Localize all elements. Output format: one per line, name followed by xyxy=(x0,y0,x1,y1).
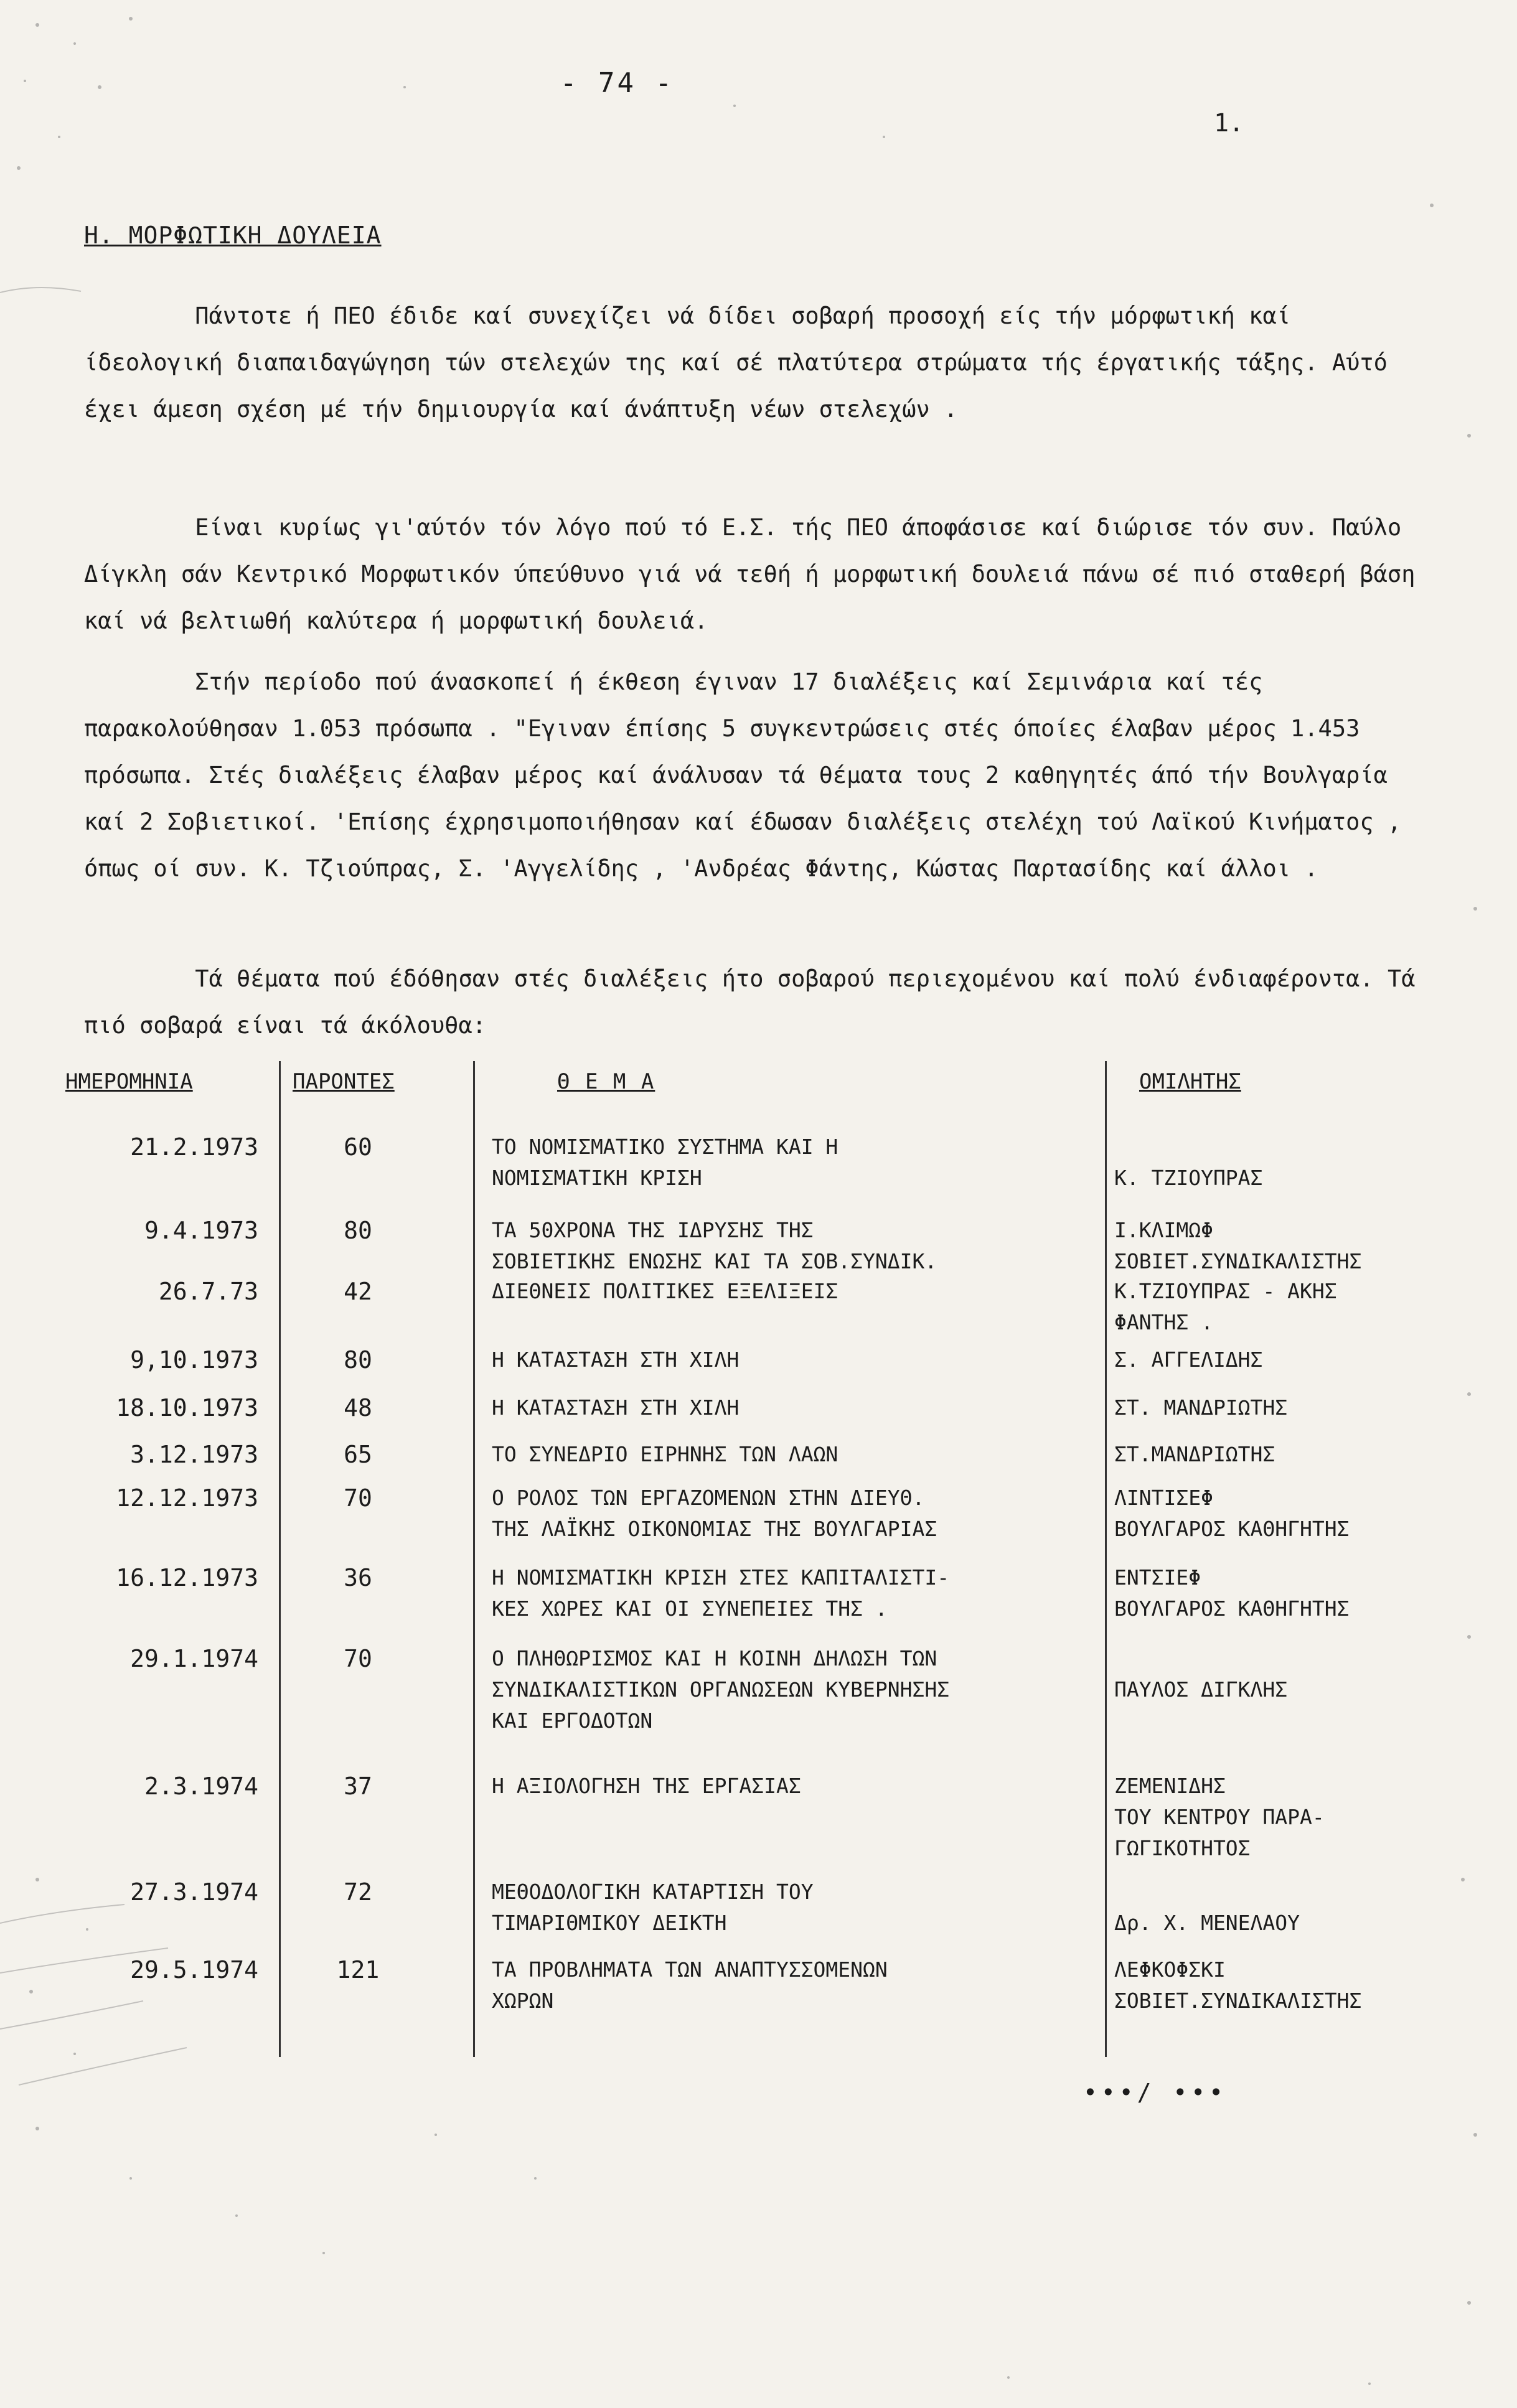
row-topic: ΤΑ ΠΡΟΒΛΗΜΑΤΑ ΤΩΝ ΑΝΑΠΤΥΣΣΟΜΕΝΩΝ ΧΩΡΩΝ xyxy=(492,1957,888,2013)
row-speaker: ΣΤ.ΜΑΝΔΡΙΩΤΗΣ xyxy=(1114,1442,1275,1466)
header-attendees: ΠΑΡΟΝΤΕΣ xyxy=(293,1069,395,1094)
row-speaker: Δρ. Χ. ΜΕΝΕΛΑΟΥ xyxy=(1114,1911,1300,1935)
row-speaker: ΖΕΜΕΝΙΔΗΣ ΤΟΥ ΚΕΝΤΡΟΥ ΠΑΡΑ- ΓΩΓΙΚΟΤΗΤΟΣ xyxy=(1114,1774,1325,1860)
row-attendees: 37 xyxy=(344,1773,372,1800)
header-topic: Θ Ε Μ Α xyxy=(557,1069,655,1094)
row-speaker: ΣΤ. ΜΑΝΔΡΙΩΤΗΣ xyxy=(1114,1395,1288,1420)
row-date: 16.12.1973 xyxy=(116,1564,258,1591)
row-speaker: Ι.ΚΛΙΜΩΦ ΣΟΒΙΕΤ.ΣΥΝΔΙΚΑΛΙΣΤΗΣ xyxy=(1114,1218,1362,1273)
row-date: 18.10.1973 xyxy=(116,1394,258,1422)
row-date: 29.5.1974 xyxy=(130,1956,258,1984)
row-attendees: 80 xyxy=(344,1217,372,1244)
row-date: 2.3.1974 xyxy=(144,1773,258,1800)
row-topic: ΜΕΘΟΔΟΛΟΓΙΚΗ ΚΑΤΑΡΤΙΣΗ ΤΟΥ ΤΙΜΑΡΙΘΜΙΚΟΥ ΔΕΙΚΤΗ xyxy=(492,1880,814,1935)
row-topic: Η ΚΑΤΑΣΤΑΣΗ ΣΤΗ ΧΙΛΗ xyxy=(492,1395,740,1420)
row-speaker: Κ.ΤΖΙΟΥΠΡΑΣ - ΑΚΗΣ ΦΑΝΤΗΣ . xyxy=(1114,1279,1337,1334)
row-topic: Η ΑΞΙΟΛΟΓΗΣΗ ΤΗΣ ΕΡΓΑΣΙΑΣ xyxy=(492,1774,801,1798)
row-date: 9,10.1973 xyxy=(130,1346,258,1374)
paragraph-4: Τά θέματα πού έδόθησαν στές διαλέξεις ήτο σοβαρού περιεχομένου καί πολύ ένδιαφέροντα. Τά πιό σοβαρά είναι τά άκόλουθα: xyxy=(84,965,1429,1039)
paragraph-3: Στήν περίοδο πού άνασκοπεί ή έκθεση έγιναν 17 διαλέξεις καί Σεμινάρια καί τές παρακολούθησαν 1.053 πρόσωπα . "Εγιναν έπίσης 5 συγκεντρώσεις στές όποίες έλαβαν μέρος 1.453 πρόσωπα. Στές διαλέξεις έλαβαν μέρος καί άνάλυσαν τά θέματα τους 2 καθηγητές άπό τήν Βουλγαρία καί 2 Σοβιετικοί. 'Επίσης έχρησιμοποιήθησαν καί έδωσαν διαλέξεις στελέχη τού Λαϊκού Κινήματος , όπως οί συν. Κ. Τζιούπρας, Σ. 'Αγγελίδης , 'Ανδρέας Φάντης, Κώστας Παρτασίδης καί άλλοι . xyxy=(84,668,1416,882)
row-date: 27.3.1974 xyxy=(130,1878,258,1906)
row-date: 21.2.1973 xyxy=(130,1133,258,1161)
column-divider xyxy=(473,1061,475,2057)
row-topic: ΤΑ 50ΧΡΟΝΑ ΤΗΣ ΙΔΡΥΣΗΣ ΤΗΣ ΣΟΒΙΕΤΙΚΗΣ ΕΝΩΣΗΣ ΚΑΙ ΤΑ ΣΟΒ.ΣΥΝΔΙΚ. xyxy=(492,1218,937,1273)
row-attendees: 72 xyxy=(344,1878,372,1906)
row-attendees: 65 xyxy=(344,1441,372,1468)
row-speaker: Σ. ΑΓΓΕΛΙΔΗΣ xyxy=(1114,1347,1263,1372)
row-attendees: 121 xyxy=(336,1956,380,1984)
row-date: 26.7.73 xyxy=(158,1278,258,1305)
header-date: ΗΜΕΡΟΜΗΝΙΑ xyxy=(65,1069,193,1094)
row-date: 3.12.1973 xyxy=(130,1441,258,1468)
row-topic: Η ΚΑΤΑΣΤΑΣΗ ΣΤΗ ΧΙΛΗ xyxy=(492,1347,740,1372)
paragraph-1: Πάντοτε ή ΠΕΟ έδιδε καί συνεχίζει νά δίδει σοβαρή προσοχή είς τήν μόρφωτική καί ίδεολογική διαπαιδαγώγηση τών στελεχών της καί σέ πλατύτερα στρώματα τής έργατικής τάξης. Αύτό έχει άμεση σχέση μέ τήν δημιουργία καί άνάπτυξη νέων στελεχών . xyxy=(84,302,1402,423)
row-topic: Η ΝΟΜΙΣΜΑΤΙΚΗ ΚΡΙΣΗ ΣΤΕΣ ΚΑΠΙΤΑΛΙΣΤΙ- ΚΕΣ ΧΩΡΕΣ ΚΑΙ ΟΙ ΣΥΝΕΠΕΙΕΣ ΤΗΣ . xyxy=(492,1565,950,1621)
row-topic: ΤΟ ΣΥΝΕΔΡΙΟ ΕΙΡΗΝΗΣ ΤΩΝ ΛΑΩΝ xyxy=(492,1442,838,1466)
header-speaker: ΟΜΙΛΗΤΗΣ xyxy=(1139,1069,1241,1094)
row-attendees: 80 xyxy=(344,1346,372,1374)
paragraph-2: Είναι κυρίως γι'αύτόν τόν λόγο πού τό Ε.Σ. τής ΠΕΟ άποφάσισε καί διώρισε τόν συν. Παύλο Δίγκλη σάν Κεντρικό Μορφωτικόν ύπεύθυνο γιά νά τεθή ή μορφωτική δουλειά πάνω σέ πιό σταθερή βάση καί νά βελτιωθή καλύτερα ή μορφωτική δουλειά. xyxy=(84,514,1429,634)
row-attendees: 70 xyxy=(344,1484,372,1512)
row-attendees: 60 xyxy=(344,1133,372,1161)
row-attendees: 42 xyxy=(344,1278,372,1305)
row-topic: ΔΙΕΘΝΕΙΣ ΠΟΛΙΤΙΚΕΣ ΕΞΕΛΙΞΕΙΣ xyxy=(492,1279,838,1303)
row-date: 9.4.1973 xyxy=(144,1217,258,1244)
row-date: 12.12.1973 xyxy=(116,1484,258,1512)
row-topic: ΤΟ ΝΟΜΙΣΜΑΤΙΚΟ ΣΥΣΤΗΜΑ ΚΑΙ Η ΝΟΜΙΣΜΑΤΙΚΗ ΚΡΙΣΗ xyxy=(492,1135,838,1190)
column-divider xyxy=(279,1061,281,2057)
row-speaker: Κ. ΤΖΙΟΥΠΡΑΣ xyxy=(1114,1166,1263,1190)
row-speaker: ΛΙΝΤΙΣΕΦ ΒΟΥΛΓΑΡΟΣ ΚΑΘΗΓΗΤΗΣ xyxy=(1114,1486,1350,1541)
row-speaker: ΛΕΦΚΟΦΣΚΙ ΣΟΒΙΕΤ.ΣΥΝΔΙΚΑΛΙΣΤΗΣ xyxy=(1114,1957,1362,2013)
section-title: Η. ΜΟΡΦΩΤΙΚΗ ΔΟΥΛΕΙΑ xyxy=(84,222,382,249)
row-attendees: 48 xyxy=(344,1394,372,1422)
sheet-number: 1. xyxy=(1214,109,1244,138)
row-speaker: ΠΑΥΛΟΣ ΔΙΓΚΛΗΣ xyxy=(1114,1677,1288,1702)
row-attendees: 36 xyxy=(344,1564,372,1591)
page-number: - 74 - xyxy=(560,67,674,99)
row-speaker: ΕΝΤΣΙΕΦ ΒΟΥΛΓΑΡΟΣ ΚΑΘΗΓΗΤΗΣ xyxy=(1114,1565,1350,1621)
row-date: 29.1.1974 xyxy=(130,1645,258,1672)
continuation-marker: •••/ ••• xyxy=(1083,2079,1228,2106)
row-topic: Ο ΠΛΗΘΩΡΙΣΜΟΣ ΚΑΙ Η ΚΟΙΝΗ ΔΗΛΩΣΗ ΤΩΝ ΣΥΝΔΙΚΑΛΙΣΤΙΚΩΝ ΟΡΓΑΝΩΣΕΩΝ ΚΥΒΕΡΝΗΣΗΣ ΚΑΙ ΕΡΓΟΔΟΤΩΝ xyxy=(492,1646,950,1733)
row-topic: Ο ΡΟΛΟΣ ΤΩΝ ΕΡΓΑΖΟΜΕΝΩΝ ΣΤΗΝ ΔΙΕΥΘ. ΤΗΣ ΛΑΪΚΗΣ ΟΙΚΟΝΟΜΙΑΣ ΤΗΣ ΒΟΥΛΓΑΡΙΑΣ xyxy=(492,1486,937,1541)
row-attendees: 70 xyxy=(344,1645,372,1672)
